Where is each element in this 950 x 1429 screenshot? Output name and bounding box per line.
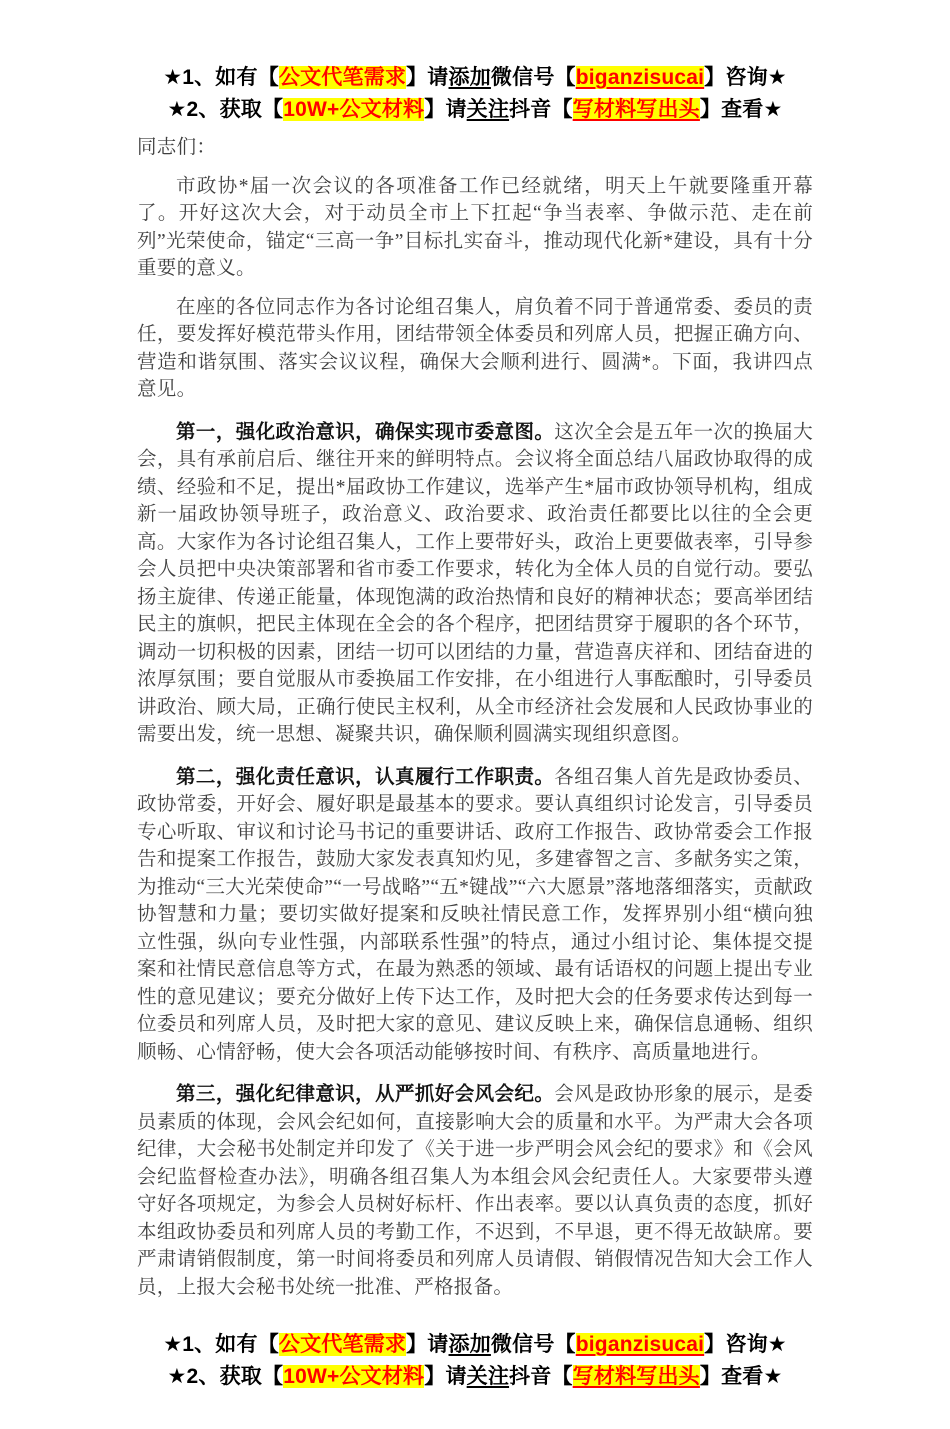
ad-highlight-materials: 10W+公文材料: [283, 1365, 425, 1388]
star-prefix: ★1、如有【: [163, 66, 279, 89]
section-3: [137, 1081, 813, 1301]
header-ad-line-2: [137, 94, 813, 126]
ad-text: 】请: [406, 1333, 449, 1356]
star-suffix: 】咨询★: [704, 1333, 787, 1356]
ad-highlight-douyin-id: 写材料写出头: [572, 98, 700, 121]
salutation: 同志们：: [137, 137, 217, 158]
ad-underline-add: 添加: [448, 66, 491, 89]
ad-text: 抖音【: [509, 1365, 573, 1388]
ad-text: 】请: [424, 98, 467, 121]
ad-text: 】请: [406, 66, 449, 89]
ad-highlight-materials: 10W+公文材料: [283, 98, 425, 121]
ad-text: 微信号【: [490, 66, 576, 89]
section-2-body: 各组召集人首先是政协委员、政协常委，开好会、履好职是最基本的要求。要认真组织讨论发言，引导委员专心听取、审议和讨论马书记的重要讲话、政府工作报告、政协常委会工作报告和提案工作报告，鼓励大家发表真知灼见，多建睿智之言、多献务实之策，为推动“三大光荣使命”“一号战略”“五*键战”“六大愿景”落地落细落实，贡献政协智慧和力量；要切实做好提案和反映社情民意工作，发挥界别小组“横向独立性强，纵向专业性强，内部联系性强”的特点，通过小组讨论、集体提交提案和社情民意信息等方式，在最为熟悉的领域、最有话语权的问题上提出专业性的意见建议；要充分做好上传下达工作，及时把大会的任务要求传达到每一位委员和列席人员，及时把大家的意见、建议反映上来，确保信息通畅、组织顺畅、心情舒畅，使大会各项活动能够按时间、有秩序、高质量地进行。: [137, 766, 813, 1063]
star-suffix: 】咨询★: [704, 66, 787, 89]
star-prefix: ★2、获取【: [167, 98, 284, 121]
ad-text: 抖音【: [509, 98, 573, 121]
ad-underline-follow: 关注: [466, 1365, 510, 1388]
section-1-body: 这次全会是五年一次的换届大会，具有承前启后、继往开来的鲜明特点。会议将全面总结八届政协取得的成绩、经验和不足，提出*届政协工作建议，选举产生*届市政协领导机构，组成新一届政协领导班子，政治意义、政治要求、政治责任都要比以往的全会更高。大家作为各讨论组召集人，工作上要带好头，政治上更要做表率，引导参会人员把中央决策部署和省市委工作要求，转化为全体人员的自觉行动。要弘扬主旋律、传递正能量，体现饱满的政治热情和良好的精神状态；要高举团结民主的旗帜，把民主体现在全会的各个程序，把团结贯穿于履职的各个环节，调动一切积极的因素，团结一切可以团结的力量，营造喜庆祥和、团结奋进的浓厚氛围；要自觉服从市委换届工作安排，在小组进行人事酝酿时，引导委员讲政治、顾大局，正确行使民主权利，从全市经济社会发展和人民政协事业的需要出发，统一思想、凝聚共识，确保顺利圆满实现组织意图。: [137, 421, 813, 745]
ad-highlight-wechat-id: biganzisucai: [575, 1333, 705, 1356]
paragraph-opening: 市政协*届一次会议的各项准备工作已经就绪，明天上午就要隆重开幕了。开好这次大会，对于动员全市上下扛起“争当表率、争做示范、走在前列”光荣使命，锚定“三高一争”目标扎实奋斗，推动现代化新*建设，具有十分重要的意义。: [137, 175, 813, 279]
footer-ad-line-1: [137, 1329, 813, 1361]
footer-ad: [137, 1329, 813, 1393]
star-prefix: ★2、获取【: [167, 1365, 284, 1388]
ad-highlight-service: 公文代笔需求: [278, 66, 407, 89]
ad-highlight-service: 公文代笔需求: [278, 1333, 407, 1356]
ad-highlight-wechat-id: biganzisucai: [575, 66, 705, 89]
section-2: [137, 764, 813, 1067]
section-3-heading: 第三，强化纪律意识，从严抓好会风会纪。: [176, 1084, 555, 1105]
ad-highlight-douyin-id: 写材料写出头: [572, 1365, 700, 1388]
section-1: [137, 419, 813, 749]
star-prefix: ★1、如有【: [163, 1333, 279, 1356]
ad-underline-add: 添加: [448, 1333, 491, 1356]
header-ad: [137, 62, 813, 126]
star-suffix: 】查看★: [699, 98, 783, 121]
star-suffix: 】查看★: [699, 1365, 783, 1388]
document-body: [137, 134, 813, 1301]
section-2-heading: 第二，强化责任意识，认真履行工作职责。: [176, 766, 555, 788]
paragraph-role: 在座的各位同志作为各讨论组召集人，肩负着不同于普通常委、委员的责任，要发挥好模范带头作用，团结带领全体委员和列席人员，把握正确方向、营造和谐氛围、落实会议议程，确保大会顺利进行、圆满*。下面，我讲四点意见。: [137, 296, 813, 400]
section-1-heading: 第一，强化政治意识，确保实现市委意图。: [176, 421, 555, 443]
section-3-body: 会风是政协形象的展示，是委员素质的体现，会风会纪如何，直接影响大会的质量和水平。为严肃大会各项纪律，大会秘书处制定并印发了《关于进一步严明会风会纪的要求》和《会风会纪监督检查办法》，明确各组召集人为本组会风会纪责任人。大家要带头遵守好各项规定，为参会人员树好标杆、作出表率。要以认真负责的态度，抓好本组政协委员和列席人员的考勤工作，不迟到，不早退，更不得无故缺席。要严肃请销假制度，第一时间将委员和列席人员请假、销假情况告知大会工作人员，上报大会秘书处统一批准、严格报备。: [137, 1084, 813, 1298]
ad-underline-follow: 关注: [466, 98, 510, 121]
ad-text: 微信号【: [490, 1333, 576, 1356]
header-ad-line-1: [137, 62, 813, 94]
footer-ad-line-2: [137, 1361, 813, 1393]
ad-text: 】请: [424, 1365, 467, 1388]
